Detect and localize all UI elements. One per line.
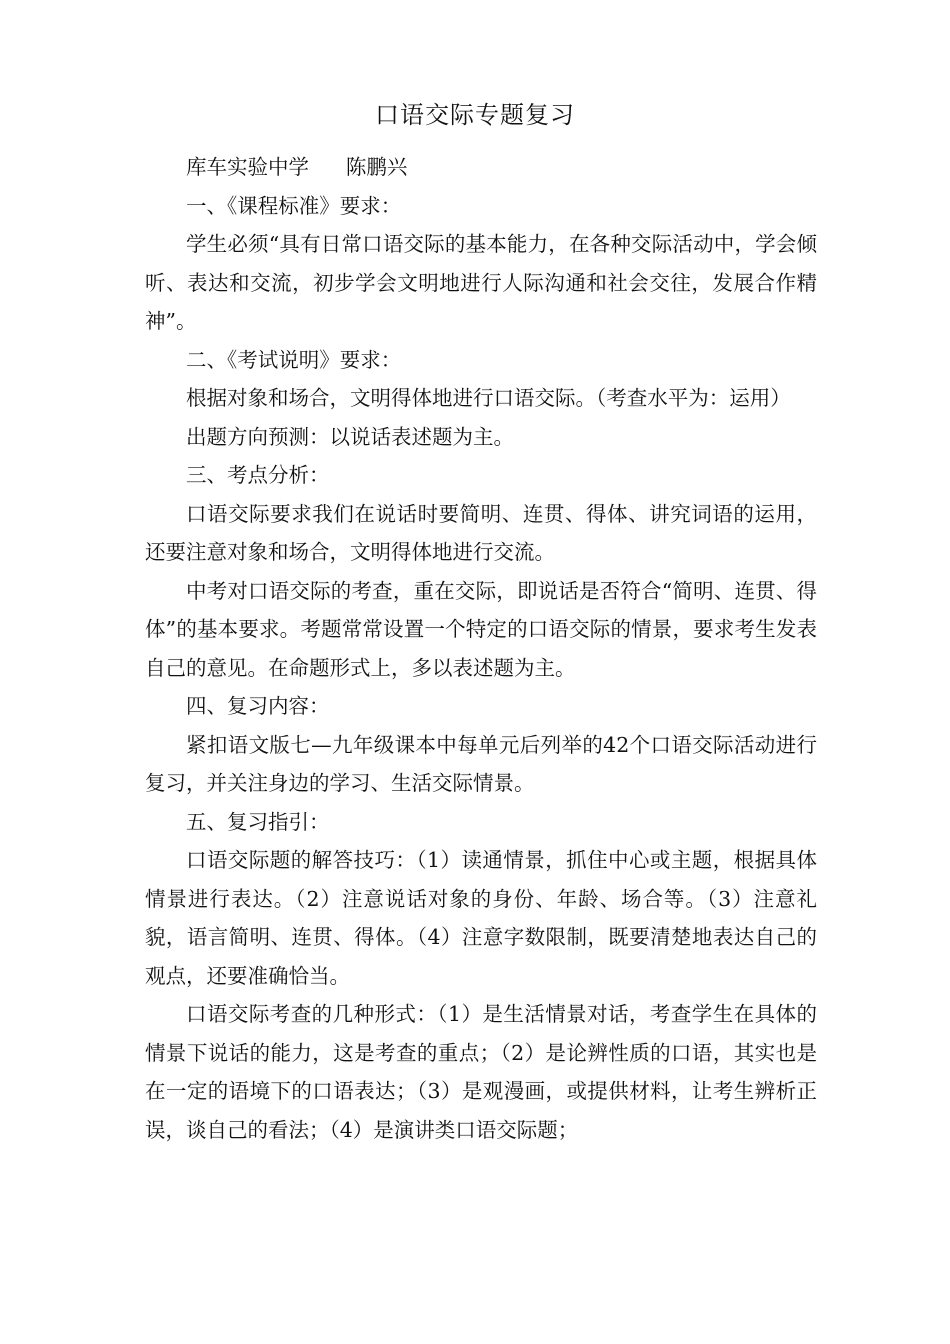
paragraph-curriculum-requirement: 学生必须“具有日常口语交际的基本能力，在各种交际活动中，学会倾听、表达和交流，初步学会文明地进行人际沟通和社会交往，发展合作精神”。: [145, 232, 817, 333]
section-heading-guide: 五、复习指引：: [186, 809, 330, 834]
section-heading-exam: 二、《考试说明》要求：: [186, 347, 402, 372]
paragraph-prediction: 出题方向预测：以说话表述题为主。: [186, 424, 514, 449]
paragraph-techniques: 口语交际题的解答技巧：（1）读通情景，抓住中心或主题，根据具体情景进行表达。（2）注意说话对象的身份、年龄、场合等。（3）注意礼貌，语言简明、连贯、得体。（4）注意字数限制，既要清楚地表达自己的观点，还要准确恰当。: [145, 848, 817, 988]
author-school: 库车实验中学: [186, 155, 309, 179]
section-heading-content: 四、复习内容：: [186, 694, 330, 718]
author-line: [145, 148, 817, 187]
paragraph-analysis-1: 口语交际要求我们在说话时要简明、连贯、得体、讲究词语的运用，还要注意对象和场合，文明得体地进行交流。: [145, 501, 817, 564]
paragraph-forms: 口语交际考查的几种形式：（1）是生活情景对话，考查学生在具体的情景下说话的能力，这是考查的重点；（2）是论辨性质的口语，其实也是在一定的语境下的口语表达；（3）是观漫画，或提供材料，让考生辨析正误，谈自己的看法；（4）是演讲类口语交际题；: [145, 1002, 817, 1142]
document-body: [145, 148, 817, 1149]
paragraph-exam-requirement: 根据对象和场合，文明得体地进行口语交际。（考查水平为：运用）: [186, 386, 791, 410]
paragraph-analysis-2: 中考对口语交际的考查，重在交际，即说话是否符合“简明、连贯、得体”的基本要求。考题常常设置一个特定的口语交际的情景，要求考生发表自己的意见。在命题形式上，多以表述题为主。: [145, 578, 817, 680]
section-heading-analysis: 三、考点分析：: [186, 463, 330, 487]
document-title: 口语交际专题复习: [375, 101, 575, 129]
paragraph-content: 紧扣语文版七—九年级课本中每单元后列举的42个口语交际活动进行复习，并关注身边的学习、生活交际情景。: [145, 732, 817, 795]
section-heading-curriculum: 一、《课程标准》要求：: [186, 193, 402, 218]
author-name: 陈鹏兴: [345, 155, 408, 179]
